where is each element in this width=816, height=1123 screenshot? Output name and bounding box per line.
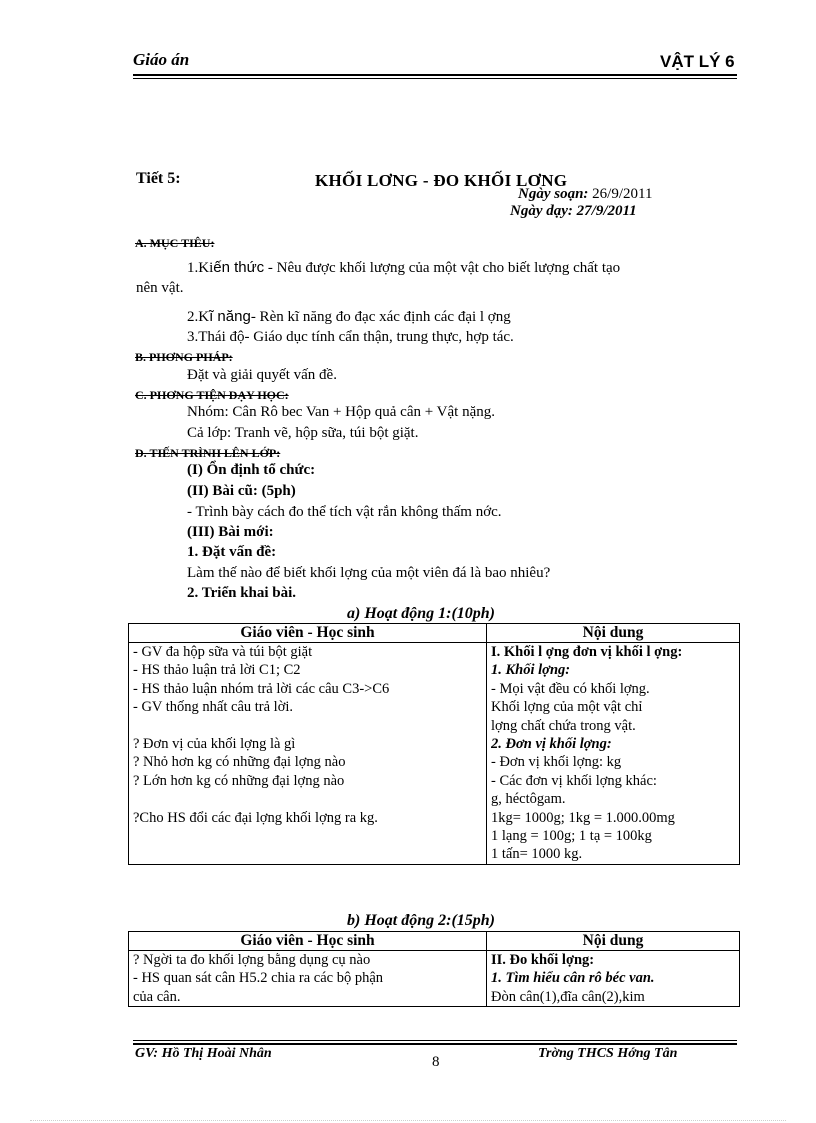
section-c-title: C. PHƠNG TIỆN DẠY HỌC: [135, 388, 289, 402]
a1-right-line: - Các đơn vị khối lợng khác: [491, 772, 657, 789]
lesson-number: Tiết 5: [136, 170, 181, 187]
activity2-col-content: Nội dung [487, 932, 740, 951]
method-text: Đặt và giải quyết vấn đề. [187, 367, 337, 383]
a1-right-line: lợng chất chứa trong vật. [491, 717, 636, 734]
a1-right-line: 1kg= 1000g; 1kg = 1.000.00mg [491, 809, 675, 826]
objective-knowledge-prefix: 1.Ki [187, 260, 214, 276]
header-rule-thin [133, 78, 737, 79]
footer-teacher: GV: Hồ Thị Hoài Nhân [135, 1046, 272, 1061]
a2-right-line: Đòn cân(1),đĩa cân(2),kim [491, 988, 645, 1005]
a1-left-line: - HS thảo luận trả lời C1; C2 [133, 662, 301, 679]
objective-knowledge-text: - Nêu được khối lượng của một vật cho biết lượng chất tạo [264, 260, 621, 276]
section-a-title: A. MỤC TIÊU: [135, 236, 215, 250]
activity1-header-row [129, 624, 740, 643]
a1-left-line: ? Nhỏ hơn kg có những đại lợng nào [133, 754, 346, 771]
a1-left-line: ?Cho HS đổi các đại lợng khối lợng ra kg. [133, 809, 378, 826]
activity2-body-row [129, 951, 740, 1007]
prep-date-line [518, 186, 652, 203]
a1-left-line: - GV đa hộp sữa và túi bột giặt [133, 644, 313, 660]
a1-right-line: g, héctôgam. [491, 791, 566, 808]
prep-date-value: 26/9/2011 [592, 186, 653, 202]
objective-knowledge-word: ến thức [213, 259, 265, 276]
section-d-title: D. TIẾN TRÌNH LÊN LỚP: [135, 446, 281, 460]
materials-class: Cả lớp: Tranh vẽ, hộp sữa, túi bột giặt. [187, 425, 419, 441]
page-edge-dots [30, 1120, 786, 1121]
objective-knowledge-cont: nên vật. [136, 280, 184, 296]
lesson-title: KHỐI LƠNG - ĐO KHỐI LƠNG [315, 171, 568, 190]
activity2-left-cell [129, 951, 487, 1007]
a1-left-line [133, 717, 482, 735]
objective-skill [187, 308, 511, 326]
activity1-body-row [129, 643, 740, 865]
footer-school: Trờng THCS Hớng Tân [538, 1046, 678, 1061]
activity1-table [128, 623, 740, 865]
a1-left-line: - HS thảo luận nhóm trả lời các câu C3->C6 [133, 680, 390, 697]
objective-knowledge [187, 259, 620, 277]
section-b-title: B. PHƠNG PHÁP: [135, 350, 233, 364]
a1-left-line: - GV thống nhất câu trả lời. [133, 699, 294, 716]
footer-rule [133, 1043, 737, 1045]
step-new-lesson: (III) Bài mới: [187, 524, 274, 540]
objective-skill-text: - Rèn kĩ năng đo đạc xác định các đại l ợng [250, 309, 511, 325]
activity2-header-row [129, 932, 740, 951]
activity2-title: b) Hoạt động 2:(15ph) [347, 912, 495, 929]
activity1-title: a) Hoạt động 1:(10ph) [347, 605, 495, 622]
step-develop: 2. Triển khai bài. [187, 585, 297, 601]
a1-left-line [133, 845, 482, 863]
a1-right-line: - Đơn vị khối lợng: kg [491, 754, 622, 771]
a1-left-line [133, 790, 482, 808]
objective-attitude: 3.Thái độ- Giáo dục tính cẩn thận, trung thực, hợp tác. [187, 329, 514, 345]
a1-left-line: ? Lớn hơn kg có những đại lợng nào [133, 772, 345, 789]
prep-date-label: Ngày soạn: [518, 186, 589, 202]
a1-left-line [133, 827, 482, 845]
page-number: 8 [432, 1054, 440, 1070]
materials-group: Nhóm: Cân Rô bec Van + Hộp quả cân + Vật nặng. [187, 404, 495, 420]
activity1-right-cell [487, 643, 740, 865]
header-course: VẬT LÝ 6 [660, 52, 735, 71]
activity2-right-cell [487, 951, 740, 1007]
header-subject: Giáo án [133, 50, 190, 69]
a1-right-line: 1 tấn= 1000 kg. [491, 846, 583, 863]
a1-right-subheading: 1. Khối lợng: [491, 662, 571, 679]
step-old-lesson: (II) Bài cũ: (5ph) [187, 483, 296, 499]
a2-left-line: ? Ngời ta đo khối lợng bằng dụng cụ nào [133, 952, 371, 968]
teach-date-value: 27/9/2011 [576, 203, 637, 219]
objective-skill-word: ĩ năng [209, 308, 251, 325]
footer-rule-thin [133, 1040, 737, 1041]
activity2-table [128, 931, 740, 1007]
activity1-col-teacher: Giáo viên - Học sinh [129, 624, 487, 643]
a2-right-heading: II. Đo khối lợng: [491, 952, 595, 968]
a1-right-line: 1 lạng = 100g; 1 tạ = 100kg [491, 827, 652, 844]
a1-right-line: - Mọi vật đều có khối lợng. [491, 680, 650, 697]
a2-left-line: - HS quan sát cân H5.2 chia ra các bộ phận [133, 970, 384, 987]
header-rule [133, 74, 737, 76]
activity2-col-teacher: Giáo viên - Học sinh [129, 932, 487, 951]
old-lesson-question: - Trình bày cách đo thể tích vật rắn không thấm nớc. [187, 504, 502, 520]
teach-date-line [510, 203, 637, 220]
a2-left-line: của cân. [133, 988, 181, 1005]
objective-skill-prefix: 2.K [187, 309, 210, 325]
teach-date-label: Ngày dạy: [510, 203, 573, 219]
step-organization: (I) Ổn định tổ chức: [187, 462, 316, 478]
problem-question: Làm thế nào để biết khối lợng của một viên đá là bao nhiêu? [187, 565, 551, 581]
a2-right-subheading: 1. Tìm hiểu cân rô béc van. [491, 970, 655, 987]
a1-right-heading: I. Khối l ợng đơn vị khối l ợng: [491, 644, 683, 660]
a1-right-subheading: 2. Đơn vị khối lợng: [491, 735, 612, 752]
activity1-left-cell [129, 643, 487, 865]
step-problem: 1. Đặt vấn đề: [187, 544, 277, 560]
a1-right-line: Khối lợng của một vật chỉ [491, 699, 643, 716]
a1-left-line: ? Đơn vị của khối lợng là gì [133, 735, 296, 752]
activity1-col-content: Nội dung [487, 624, 740, 643]
